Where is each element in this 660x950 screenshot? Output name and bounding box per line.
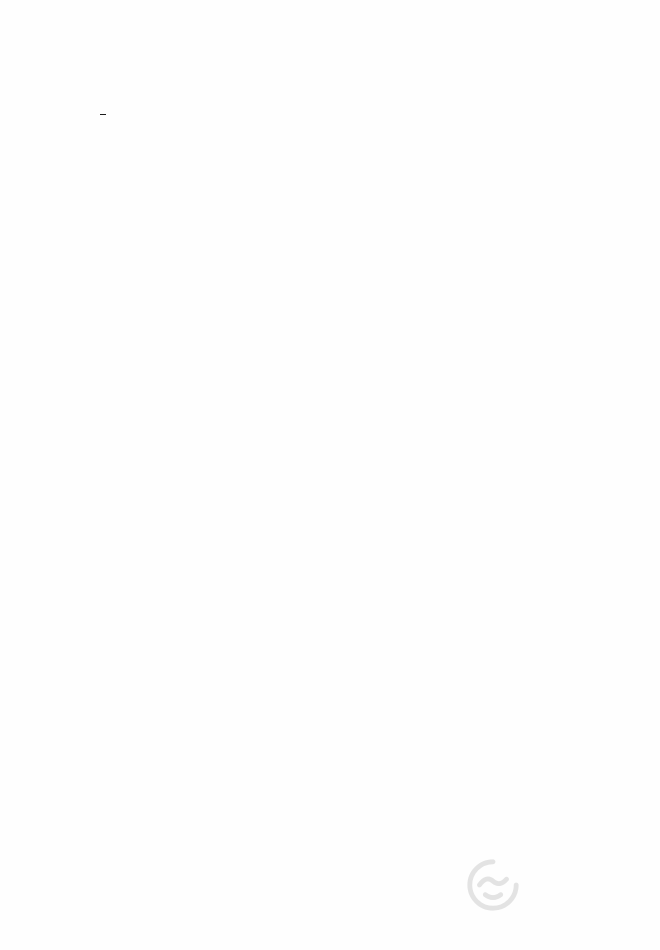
watermark bbox=[464, 856, 660, 950]
watermark-row bbox=[464, 856, 660, 914]
time-signature bbox=[100, 114, 106, 115]
time-signature-numerator bbox=[100, 114, 106, 115]
swirl-logo-icon bbox=[464, 856, 522, 914]
piece-header bbox=[0, 114, 660, 154]
score-upper-systems bbox=[0, 0, 660, 154]
